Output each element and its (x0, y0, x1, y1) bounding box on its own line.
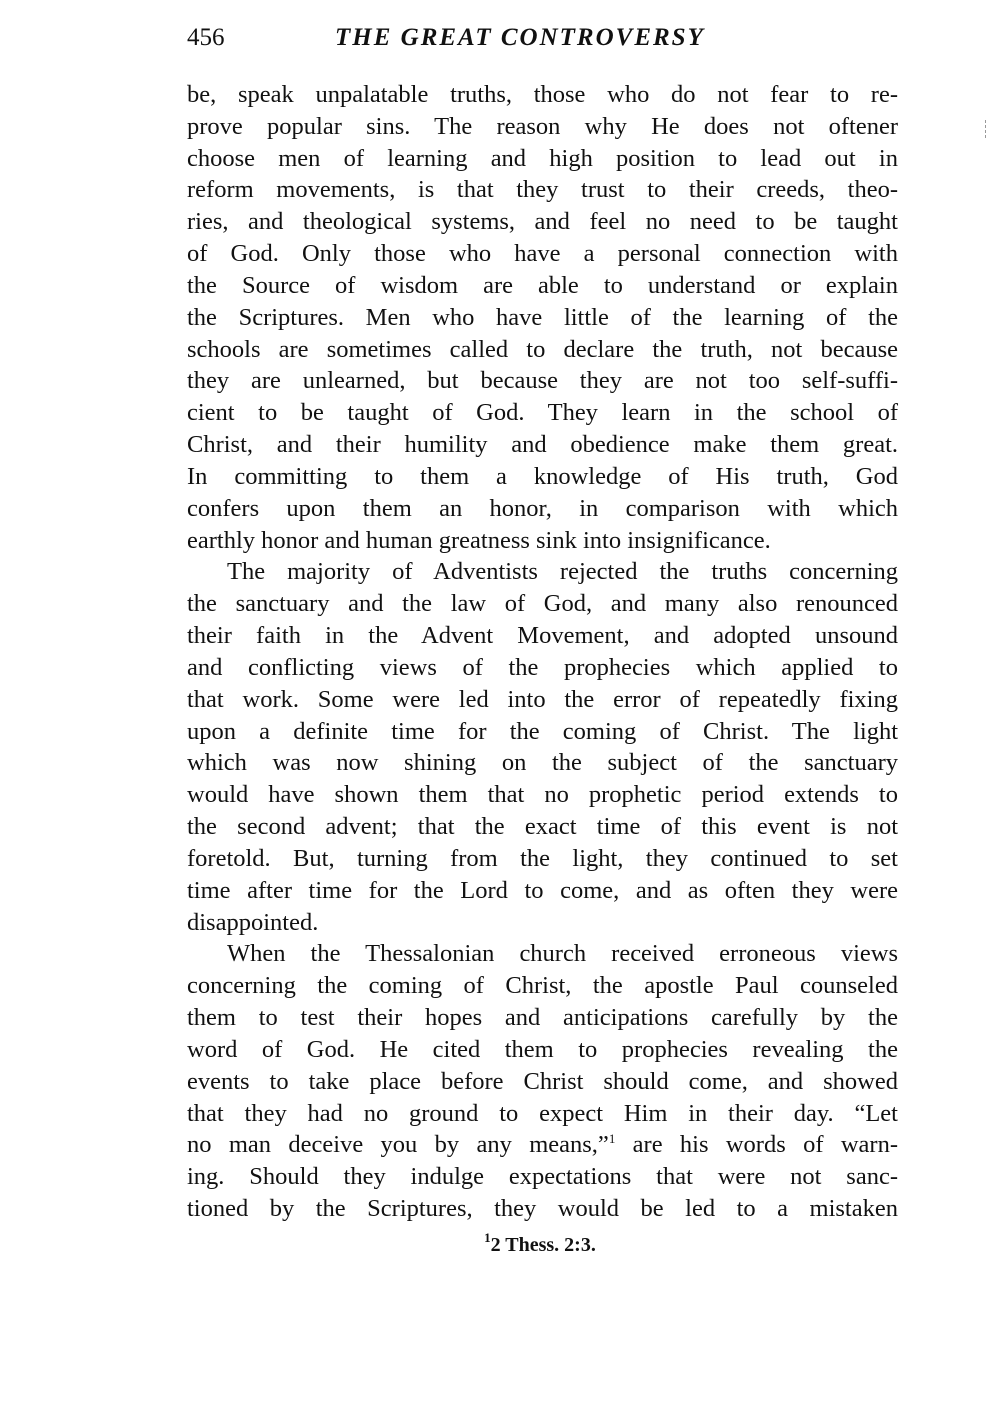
text-line: of God. Only those who have a personal connection with (187, 240, 898, 268)
text-line: Christ, and their humility and obedience make them great. (187, 431, 898, 459)
footnote-text: 2 Thess. 2:3. (490, 1234, 596, 1256)
text-line: schools are sometimes called to declare the truth, not because (187, 335, 898, 363)
text-line: events to take place before Christ should come, and showed (187, 1067, 898, 1095)
text-line: prove popular sins. The reason why He does not oftener (187, 112, 898, 140)
text-line: word of God. He cited them to prophecies revealing the (187, 1035, 898, 1063)
text-line: their faith in the Advent Movement, and adopted unsound (187, 622, 898, 650)
page-number: 456 (187, 24, 225, 51)
text-line: the sanctuary and the law of God, and many also renounced (187, 590, 898, 618)
footnote (0, 1230, 1000, 1257)
text-line: In committing to them a knowledge of His truth, God (187, 462, 898, 490)
text-line: confers upon them an honor, in comparison with which (187, 494, 898, 522)
text-line: them to test their hopes and anticipations carefully by the (187, 1004, 898, 1032)
text-line: disappointed. (187, 908, 319, 936)
text-line: the Source of wisdom are able to understand or explain (187, 271, 898, 299)
body-text (187, 79, 898, 1225)
text-line: ries, and theological systems, and feel no need to be taught (187, 208, 898, 236)
text-line: ing. Should they indulge expectations that were not sanc- (187, 1163, 898, 1191)
text-line: time after time for the Lord to come, and as often they were (187, 876, 898, 904)
text-line: be, speak unpalatable truths, those who do not fear to re- (187, 81, 898, 108)
text-line: would have shown them that no prophetic period extends to (187, 781, 898, 809)
text-line: they are unlearned, but because they are not too self-suffi- (187, 367, 898, 395)
text-line (187, 1129, 898, 1161)
running-header (187, 24, 898, 58)
text-line: the Scriptures. Men who have little of the learning of the (187, 303, 898, 331)
line-text: no man deceive you by any means,” (187, 1131, 609, 1159)
text-line: cient to be taught of God. They learn in the school of (187, 399, 898, 427)
text-line: foretold. But, turning from the light, they continued to set (187, 844, 898, 872)
text-line: reform movements, is that they trust to their creeds, theo- (187, 176, 898, 204)
text-line: When the Thessalonian church received erroneous views (227, 940, 898, 968)
text-line: earthly honor and human greatness sink into insignificance. (187, 526, 771, 554)
scan-mark (985, 120, 987, 138)
text-line: that they had no ground to expect Him in their day. “Let (187, 1099, 898, 1127)
book-title: THE GREAT CONTROVERSY (335, 24, 705, 51)
text-line: the second advent; that the exact time of this event is not (187, 813, 898, 841)
text-line: tioned by the Scriptures, they would be led to a mistaken (187, 1194, 898, 1222)
footnote-marker: 1 (484, 1230, 491, 1245)
footnote-reference: 1 (608, 1131, 616, 1147)
text-line: upon a definite time for the coming of Christ. The light (187, 717, 898, 745)
text-line: that work. Some were led into the error of repeatedly fixing (187, 685, 898, 713)
text-line: and conflicting views of the prophecies which applied to (187, 653, 898, 681)
text-line: which was now shining on the subject of the sanctuary (187, 749, 898, 777)
text-line: concerning the coming of Christ, the apostle Paul counseled (187, 972, 898, 1000)
text-line: choose men of learning and high position to lead out in (187, 144, 898, 172)
text-line: The majority of Adventists rejected the truths concerning (227, 558, 898, 586)
line-text: are his words of warn- (615, 1131, 898, 1159)
